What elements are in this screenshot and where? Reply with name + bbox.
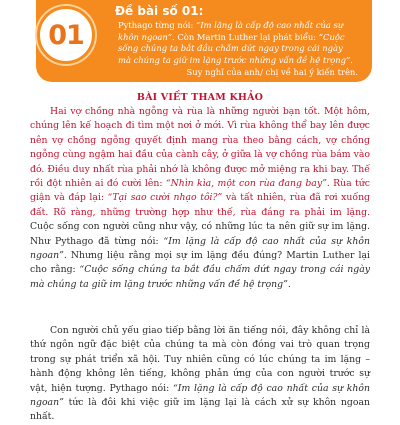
prompt-quote-pythago: “Im lặng là cấp độ cao nhất của sự khôn ngoan”	[118, 20, 344, 42]
body-quote-pythago: “Im lặng là cấp độ cao nhất của sự khôn ngoan”	[30, 382, 370, 409]
prompt-task: Suy nghĩ của anh/ chị về hai ý kiến trên.	[186, 67, 358, 78]
story-text-b: . Rùa tức giận và đáp lại:	[30, 178, 370, 204]
story-text-a: Hai vợ chồng nhà ngỗng và rùa là những người bạn tốt. Một hôm, chúng lên kế hoạch đi tìm một nơi ở mới. Vì rùa không thể bay lên được nên vợ chồng ngỗng quyết định mang rùa theo bằng cách, vợ chồng ngỗng cùng ngậm hai đầu của cành cây, ở giữa là vợ chồng rùa bám vào đó. Điều duy nhất rùa phải nhớ là không được mở miệng ra khi bay. Thế rồi đột nhiên ai đó cười lên:	[30, 106, 370, 190]
section-title: BÀI VIẾT THAM KHẢO	[136, 92, 264, 103]
exercise-title: Đề bài số 01:	[115, 4, 204, 18]
prompt-quote-luther: “Cuộc sống chúng ta bắt đầu chấm dứt ngay trong cái ngày mà chúng ta giữ im lặng trước những vấn đề hệ trọng”	[118, 31, 351, 65]
exercise-prompt	[118, 20, 358, 79]
body-text-b: tức là đôi khi việc giữ im lặng lại là cách xử sự khôn ngoan nhất.	[30, 397, 370, 423]
prompt-mid: . Còn Martin Luther lại phát biểu:	[172, 31, 319, 42]
prompt-intro: Pythago từng nói:	[118, 20, 196, 30]
prompt-end: .	[350, 54, 353, 65]
intro-quote-luther: “Cuộc sống chúng ta bắt đầu chấm dứt ngay trong cái ngày mà chúng ta giữ im lặng trước những vấn đề hệ trọng”	[30, 264, 371, 290]
story-quote-1: “Nhìn kìa, một con rùa đang bay”	[165, 178, 327, 190]
paragraph-1	[30, 105, 370, 292]
body-text-a: Con người chủ yếu giao tiếp bằng lời ăn tiếng nói, đây không chỉ là thứ ngôn ngữ đặc biệt của chúng ta mà còn đóng vai trò quan trọng trong sự phát triển xã hội. Tuy nhiên cũng có lúc chúng ta im lặng – hành động không lên tiếng, không phản ứng của con người trước sự vật, hiện tượng. Pythago nói:	[30, 325, 370, 394]
intro-text-a: Cuộc sống con người cũng như vậy, có những lúc ta nên giữ sự im lặng. Như Pythago đã từng nói:	[30, 221, 370, 247]
intro-text-c: .	[287, 278, 291, 290]
story-text-c: và tất nhiên, rùa đã rơi xuống đất. Rõ ràng, những trường hợp như thế, rùa đáng ra phải im lặng.	[30, 192, 371, 218]
intro-quote-pythago: “Im lặng là cấp độ cao nhất của sự khôn ngoan”	[30, 235, 370, 262]
paragraph-2	[30, 324, 370, 425]
prompt-text	[118, 20, 358, 66]
exercise-number-badge	[37, 6, 95, 64]
exercise-number: 01	[48, 19, 84, 51]
story-quote-2: “Tại sao cười nhạo tôi?”	[107, 192, 223, 204]
intro-text-b: . Nhưng liệu rằng mọi sự im lặng đều đúng? Martin Luther lại cho rằng:	[30, 250, 370, 276]
